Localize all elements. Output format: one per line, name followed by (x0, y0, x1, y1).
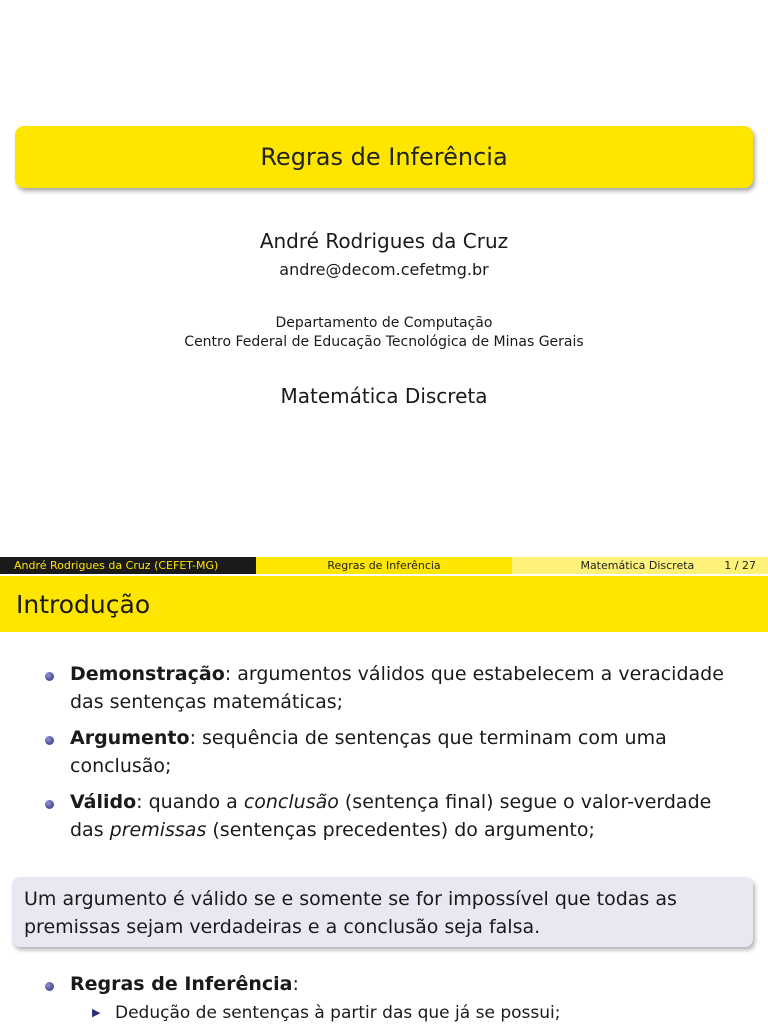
course-name: Matemática Discreta (280, 384, 488, 408)
bullet-item (45, 660, 745, 716)
bullet-text: : sequência de sentenças que terminam com uma conclusão; (70, 727, 667, 777)
footer-page-number: 1 / 27 (724, 559, 756, 572)
bullet-text: (sentenças precedentes) do argumento; (206, 819, 595, 841)
bullet-term: Válido (70, 791, 137, 813)
institution: Centro Federal de Educação Tecnológica de Minas Gerais (184, 334, 584, 350)
footer-course-page (512, 557, 768, 574)
department: Departamento de Computação (275, 315, 493, 331)
bullet-italic: premissas (109, 819, 207, 841)
author-email: andre@decom.cefetmg.br (279, 260, 489, 279)
bullet-item (45, 724, 745, 780)
footer-course: Matemática Discreta (580, 559, 695, 572)
triangle-right-icon: ▶ (92, 1006, 101, 1019)
bullet-dot-icon (45, 736, 54, 745)
slide-footer (0, 557, 768, 574)
bullet-term: Demonstração (70, 663, 225, 685)
bullet-dot-icon (45, 672, 54, 681)
sub-bullet-text: Dedução de sentenças à partir das que já se possui; (115, 1003, 561, 1023)
slide-title-box (15, 126, 753, 188)
bullet-text: (sentença final) segue o valor-verdade das (70, 791, 712, 841)
rules-list (45, 970, 745, 1026)
footer-author: André Rodrigues da Cruz (CEFET-MG) (0, 557, 256, 574)
frame-title: Introdução (16, 589, 151, 619)
bullet-item (45, 788, 745, 844)
slide-title: Regras de Inferência (260, 143, 508, 171)
bullet-text: : quando a (136, 791, 244, 813)
bullet-italic: conclusão (243, 791, 339, 813)
bullet-list (45, 660, 745, 852)
author-name: André Rodrigues da Cruz (259, 229, 509, 253)
bullet-dot-icon (45, 982, 54, 991)
frame-title-bar (0, 576, 768, 632)
bullet-term: Regras de Inferência (70, 973, 293, 995)
sub-bullet-item (45, 1000, 745, 1026)
bullet-text: : argumentos válidos que estabelecem a veracidade das sentenças matemáticas; (70, 663, 724, 713)
bullet-term: Argumento (70, 727, 190, 749)
footer-title: Regras de Inferência (256, 557, 512, 574)
bullet-text: : (292, 973, 299, 995)
bullet-dot-icon (45, 800, 54, 809)
definition-block: Um argumento é válido se e somente se for impossível que todas as premissas sejam verdadeiras e a conclusão seja falsa. (12, 877, 753, 947)
bullet-item (45, 970, 745, 998)
